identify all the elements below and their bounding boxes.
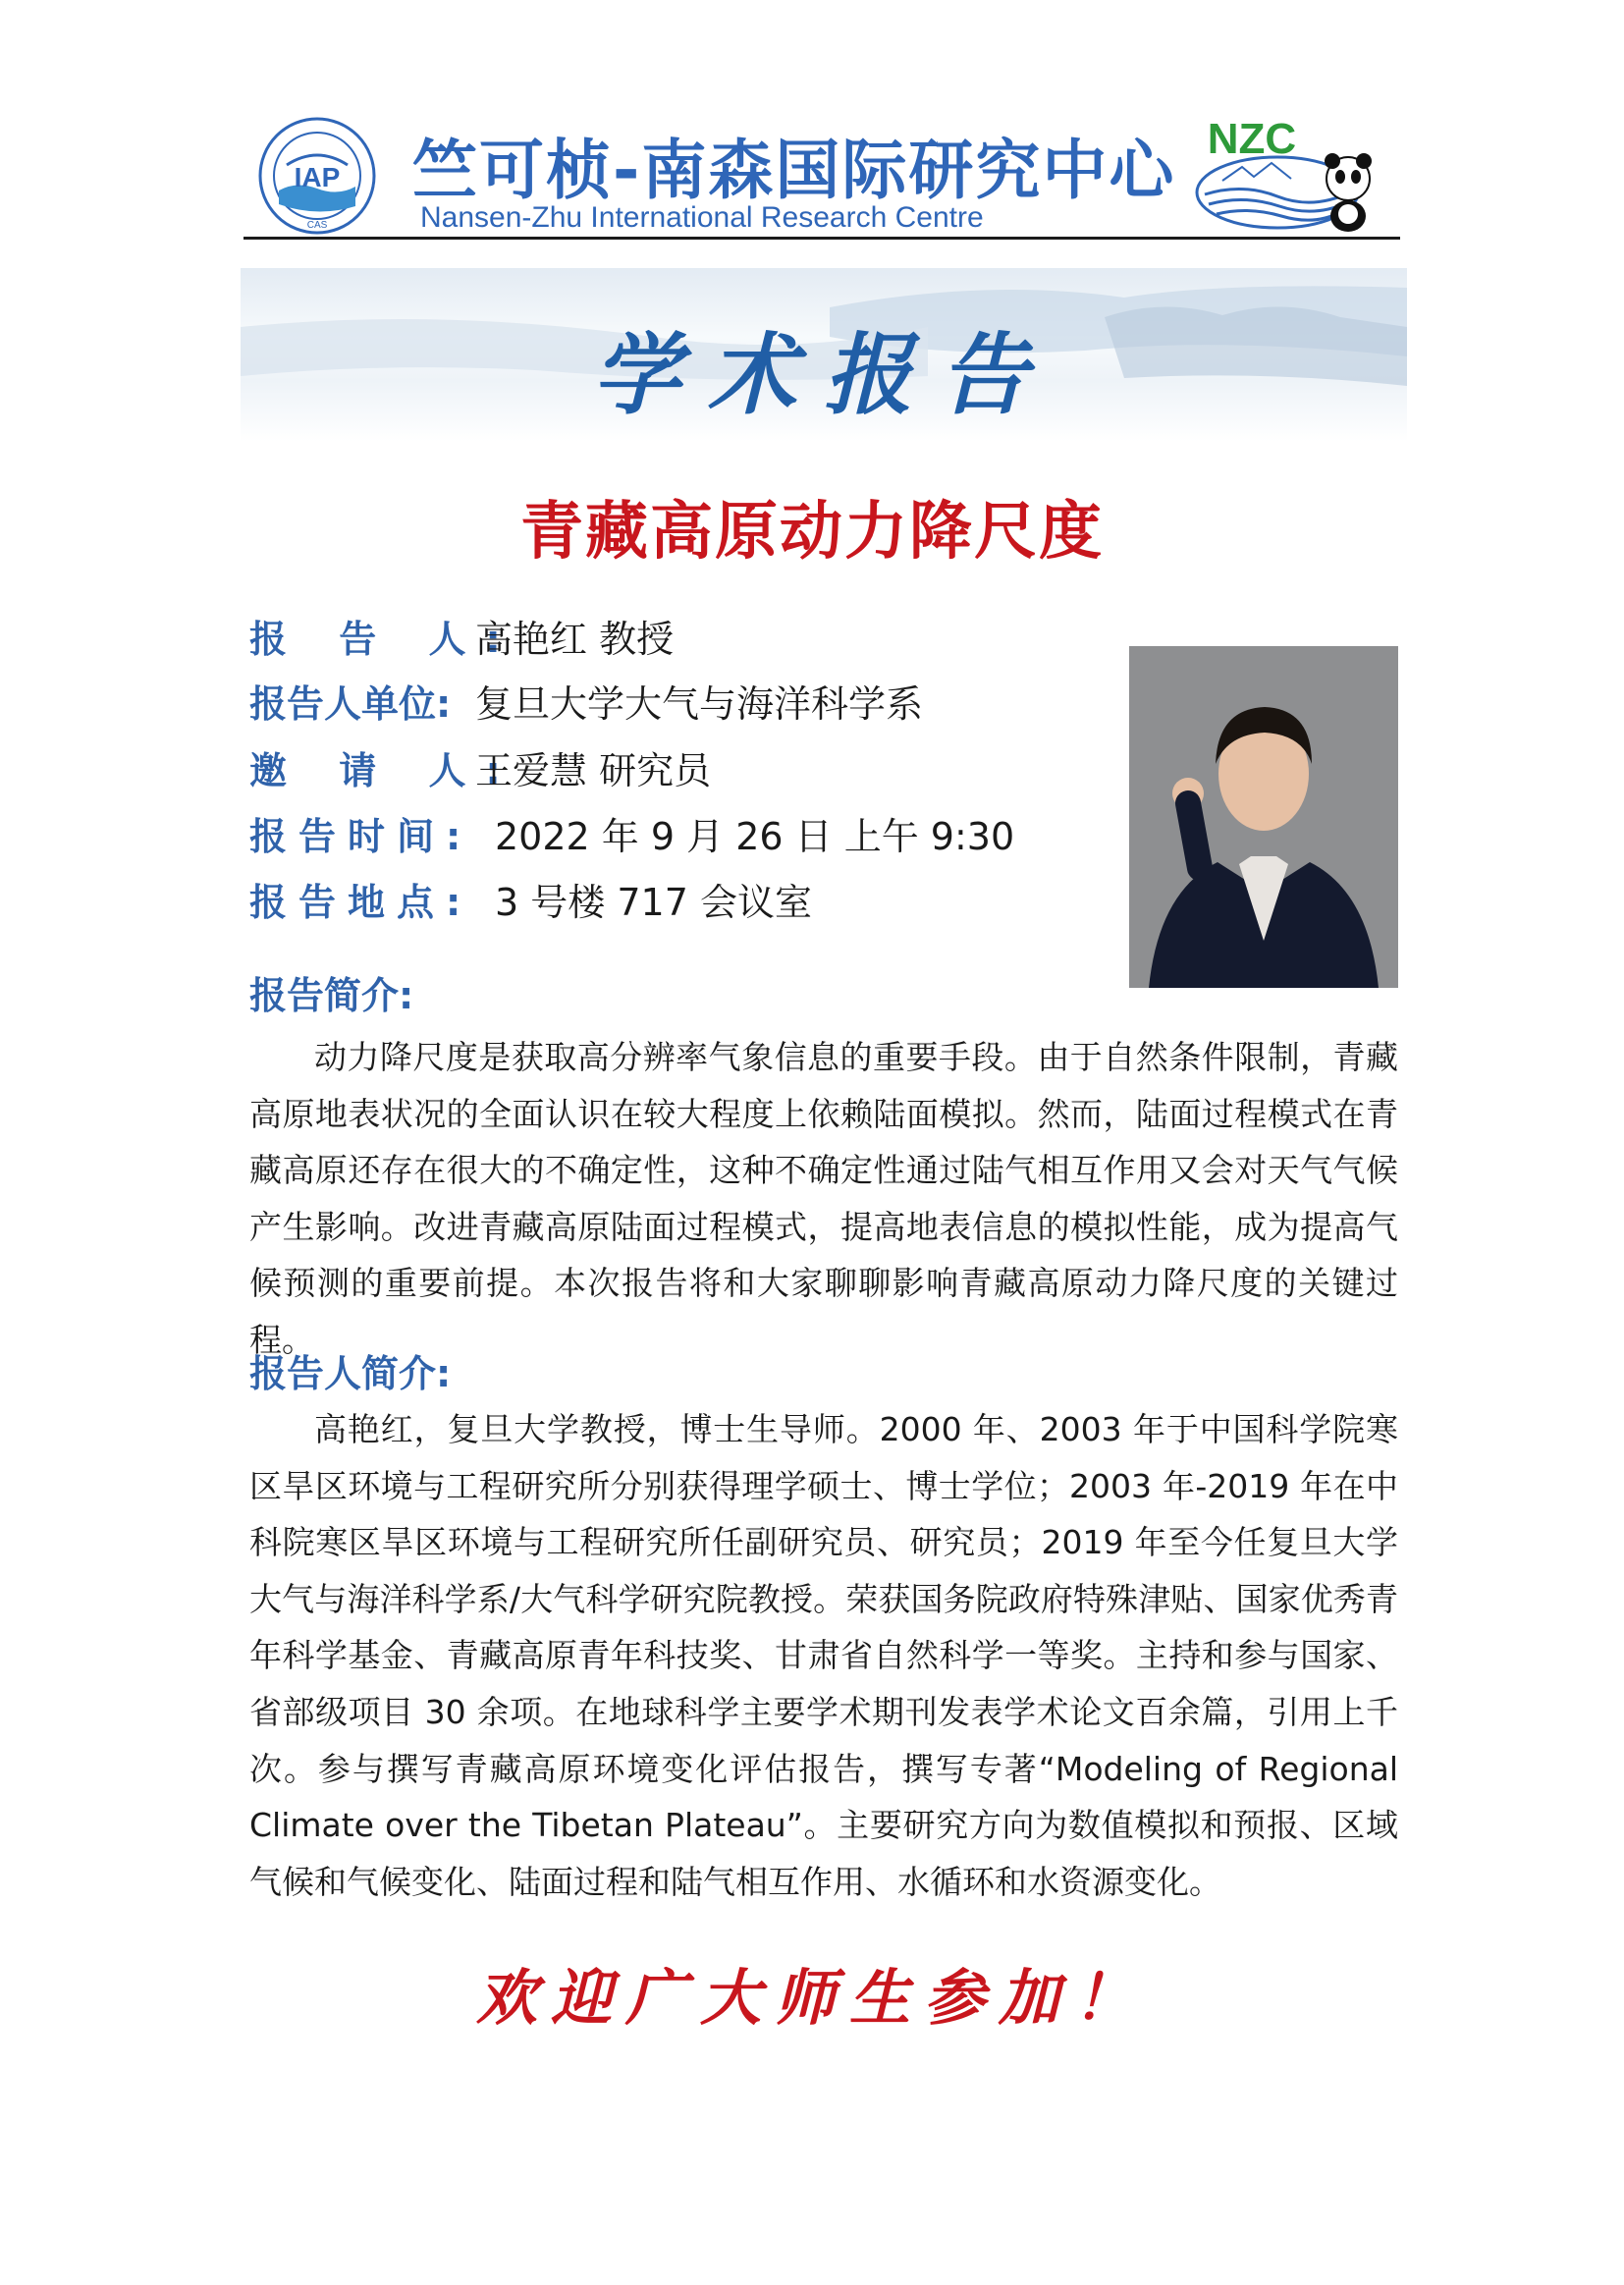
iap-logo	[257, 116, 377, 236]
abstract-heading: 报告简介:	[249, 974, 414, 1017]
speaker-photo	[1129, 646, 1398, 988]
header-title-cn: 竺可桢-南森国际研究中心	[412, 133, 1176, 208]
info-speaker	[249, 618, 675, 661]
nzc-logo-text: NZC	[1207, 115, 1297, 163]
host-value: 王爱慧 研究员	[475, 749, 712, 792]
info-time	[249, 815, 1015, 858]
info-affiliation	[249, 682, 924, 726]
time-label: 报告时间:	[249, 815, 473, 858]
header-title-en: Nansen-Zhu International Research Centre	[420, 201, 984, 234]
welcome-slogan: 欢迎广大师生参加！	[475, 1962, 1148, 2034]
speaker-label: 报 告 人:	[249, 618, 520, 661]
affiliation-value: 复旦大学大气与海洋科学系	[475, 682, 924, 726]
nzc-logo	[1193, 110, 1381, 236]
cas-logo-text: CAS	[306, 220, 328, 231]
banner-title: 学术报告	[592, 323, 1056, 427]
venue-label: 报告地点:	[249, 881, 473, 924]
info-host	[249, 749, 712, 792]
abstract-text: 动力降尺度是获取高分辨率气象信息的重要手段。由于自然条件限制，青藏高原地表状况的全面认识在较大程度上依赖陆面模拟。然而，陆面过程模式在青藏高原还存在很大的不确定性，这种不确定性通过陆气相互作用又会对天气气候产生影响。改进青藏高原陆面过程模式，提高地表信息的模拟性能，成为提高气候预测的重要前提。本次报告将和大家聊聊影响青藏高原动力降尺度的关键过程。	[249, 1038, 1398, 1359]
time-value: 2022 年 9 月 26 日 上午 9:30	[495, 815, 1015, 858]
header-divider	[244, 237, 1400, 240]
venue-value: 3 号楼 717 会议室	[495, 881, 812, 924]
iap-logo-text: IAP	[294, 162, 341, 192]
host-label: 邀 请 人:	[249, 749, 520, 792]
talk-title: 青藏高原动力降尺度	[520, 496, 1104, 569]
panda-icon	[1325, 153, 1372, 232]
speaker-value: 高艳红 教授	[475, 618, 675, 661]
affiliation-label: 报告人单位:	[249, 682, 452, 726]
bio-heading: 报告人简介:	[249, 1352, 452, 1395]
bio-text: 高艳红，复旦大学教授，博士生导师。2000 年、2003 年于中国科学院寒区旱区环境与工程研究所分别获得理学硕士、博士学位；2003 年-2019 年在中科院寒区旱区环境与工程研究所任副研究员、研究员；2019 年至今任复旦大学大气与海洋科学系/大气科学研究院教授。荣获国务院政府特殊津贴、国家优秀青年科学基金、青藏高原青年科技奖、甘肃省自然科学一等奖。主持和参与国家、省部级项目 30 余项。在地球科学主要学术期刊发表学术论文百余篇，引用上千次。参与撰写青藏高原环境变化评估报告，撰写专著“Modeling of Regional Climate over the Tibetan Plateau”。主要研究方向为数值模拟和预报、区域气候和气候变化、陆面过程和陆气相互作用、水循环和水资源变化。	[249, 1410, 1398, 1901]
info-venue	[249, 881, 812, 924]
banner	[241, 268, 1407, 442]
